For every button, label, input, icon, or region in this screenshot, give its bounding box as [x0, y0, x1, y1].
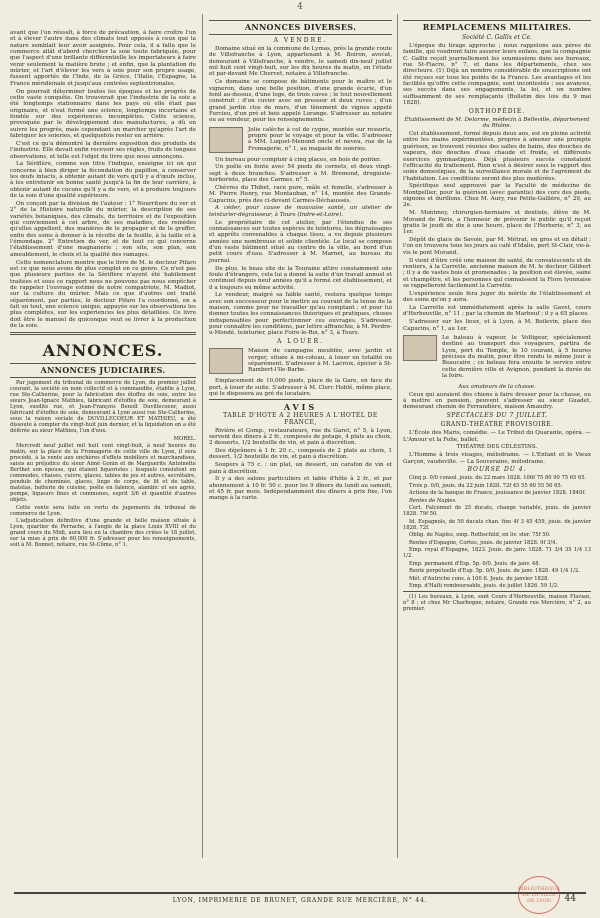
folio-number: 44 — [564, 894, 576, 904]
library-stamp: BIBLIOTHÈQUE DE LA VILLE DE LYON — [518, 876, 560, 914]
column-2 — [209, 18, 392, 503]
for-rent-heading: A LOUER. — [276, 338, 324, 346]
signature: MOREL. — [173, 435, 196, 442]
bourse-line: Emp. royal d'Espagne, 1823. Jouis. de janv. 1828. 71 3/4 35 1/4 13 1/2. — [403, 547, 591, 560]
carriage-notice — [209, 127, 392, 154]
body-paragraph: La Sériflère, comme son titre l'indique, enseigne ici un qui concerne à bien diriger la fécondation du papillon, à conserver les œufs intacts, à obtenir autant de vers qu'il y a d'œufs inclus, à les entretenir en bonne santé jusqu'à la fin de leur carrière, à obtenir autant de cocons qu'il y a de vers, et à produire toujours de la soie d'une qualité supérieure. — [10, 161, 196, 200]
orthopedics-heading: ORTHOPÉDIE. — [468, 107, 526, 115]
carriage-engraving-icon — [209, 127, 243, 153]
bourse-line: Mét. d'Autriche cons. à 100 fl. Jouis. de janvier 1828. — [409, 575, 550, 582]
body-paragraph: De plus, le beau site de la Touraine attire constamment une foule d'étrangers, cela lui a donné la suite d'un travail annuel et continuel depuis neuf années qu'il a formé cet établissement, et il a toujours eu même activité. — [209, 265, 392, 291]
body-paragraph: L'expérience seule fera juger du mérite de l'établissement et des soins qu'on y aura. — [403, 290, 591, 304]
notice-heading: AVIS — [283, 402, 318, 413]
body-paragraph: Dépôt de glace de Savoie, par M. Métrat, en gros et en détail ; l'on en trouvera tous les jours au café d'Idalie, port St-Clair, vis-à-vis le pont Morand. — [403, 237, 591, 256]
judicial-paragraph: L'adjudication définitive d'une grande et belle maison située à Lyon, quartier de Perrache, à l'angle de la place Louis XVIII et du grand cours du Midi, aura lieu en la chambre des criées le 18 juillet, sur la mise à prix de 60,000 fr. S'adresser pour les renseignements, soit à M. Bonnet, notaire, rue St-Côme, n° 1. — [10, 518, 196, 549]
section-divider — [209, 399, 392, 400]
body-paragraph: L'Homme à trois visages, mélodrame. — L'Enfant et le Vieux Garçon, vaudeville. — La Souveraine, mélodrame. — [403, 452, 591, 465]
steamboat-notice — [403, 335, 591, 381]
bourse-line: Actions de la banque de France, jouissance de janvier 1828. 1840f. — [409, 490, 586, 497]
body-paragraph: Un bureau pour comptoir à cinq places, en bois de poirier. — [215, 156, 381, 163]
bourse-line: Rentes d'Espagne, Cortes, jouis. de janvier 1828. 9f 3/4. — [409, 539, 558, 546]
section-divider — [403, 20, 591, 21]
bourse-line: Rente perpétuelle d'Esp. 5p. 0/0. Jouis. de janv. 1828. 49 1/4 1/2. — [409, 568, 580, 575]
body-paragraph: Un poêle en fonte avec 54 pieds de cornets, et deux vingt-sept à deux branches. S'adresser à M. Bremond, droguiste-herboriste, place des Carmes, n° 5. — [209, 164, 392, 184]
section-divider — [209, 20, 392, 21]
section-divider — [10, 363, 196, 364]
body-paragraph: Chèvres du Thibet, race pure, mâle et femelle, s'adresser à M. Pierre Henry, rue Montauban, n° 14, montée des Grands-Capucins, près des ci-devant Carmes-Déchaussés. — [209, 184, 392, 204]
body-paragraph: A céder, pour cause de mauvaise santé, un atelier de teinturier-dégraisseur, à Tours (Indre-et-Loire). — [209, 205, 392, 218]
theatre-heading: THÉATRE DES CÉLESTINS. — [456, 444, 538, 451]
steamboat-engraving-icon — [403, 335, 437, 361]
body-paragraph: Rivière et Comp., restaurateurs, rue du Garet, n° 5, à Lyon, servent des dîners à 2 fr., composés de potage, 4 plats au choix, 2 desserts, 1/2 bouteille de vin, et pain à discrétion. — [209, 427, 392, 447]
bourse-line: Trois p. 0/0, jouis. du 22 juin 1828. 72f 45 55 60 55 50 65. — [409, 482, 563, 489]
column-rule-1 — [202, 14, 203, 858]
body-paragraph: On conçoit par la division de l'auteur : 1° Nourriture du ver et 2° de la Histoire naturelle du mûrier, la description de ses variétés botaniques, des climats, du territoire et de l'exposition qui conviennent à cet arbre, de ses maladies, des remèdes qu'elles appellent, des manières de le propager et de le greffer, enfin des soins à donner à la récolte de la feuille, à la taille et à l'émondage. 2° Entretien du ver, et de tout ce qui concerne l'établissement d'une magnanerie ; son site, son plan, son ameublement, le choix et la qualité des ramages. — [10, 200, 196, 258]
judicial-heading: ANNONCES JUDICIAIRES. — [40, 365, 166, 376]
house-engraving-icon — [209, 348, 243, 374]
body-paragraph: C'est ce qu'a démontré la dernière exposition des produits de l'industrie. Elle devait enfin recevoir ses règles, fruits de longues observations, et telle est l'objet du livre que nous annonçons. — [10, 140, 196, 160]
body-paragraph: Il vient d'être créé une maison de santé, de convalescents et de rentiers, à la Carrette, ancienne maison de M. le docteur Gilibert ; il y a de vastes bois et promenades ; la position est élevée, saine et champêtre, et les personnes qui connaissent la Flore lyonnaise se rappelleront facilement la Carrette. — [403, 257, 591, 290]
section-divider — [10, 377, 196, 378]
body-paragraph: Jolie calèche à col de cygne, montée sur ressorts, propre pour le voyage et pour la ville. S'adresser à MM. Luquet-Menond oncle et neveu, rue de la Fromagerie, n° 1, au magasin de soieries. — [248, 126, 392, 152]
page-number: 4 — [297, 2, 303, 12]
shows-heading: SPECTACLES DU 7 JUILLET. — [446, 412, 548, 420]
body-paragraph: Emplacement de 10,000 pieds, place de la Gare, en face du port, à louer de suite. S'adresser à M. Clerc Hoblé, même place, qui le disposera au gré du locataire. — [209, 378, 392, 397]
body-paragraph: M. Montmey, chirurgien-herniaire et dentiste, élève de M. Morand de Paris, a l'honneur de prévenir le public qu'il reçoit gratis le jeudi de dix à une heure, place de l'Herberie, n° 3, au 1er. — [403, 210, 591, 236]
bourse-line: Emp. permanent d'Esp. 5p. 0/0. Jouis. de janv. 48. — [409, 560, 541, 567]
orthopedics-subheading: Établissement de M. Delorme, médecin à Belleville, département du Rhône. — [404, 116, 590, 130]
sale-note: Cette vente sera faite en vertu de jugements du tribunal de commerce de Lyon. — [10, 504, 196, 517]
body-paragraph: Ce domaine se compose de bâtiments pour le maître et le vigneron, dans une belle position, d'une grande écurie, d'un fenil au-dessus, d'une loge, de trois caves ; le tout nouvellement construit ; d'un cuvier avec un pressoir et deux cuves ; d'un grand jardin clos de murs, d'un tènement de vignes appelé Forcieu, d'un pré et bois appelé Lorange. S'adresser au notaire ou au vendeur, pour les renseignements. — [209, 79, 392, 124]
bourse-line: Emp. d'Haïti remboursable, jouis. de juillet 1826. 59 1/2. — [409, 583, 559, 590]
body-paragraph: Le propriétaire de cet atelier, par l'étendue de ses connaissances sur toutes espèces de teintures, les dégraissages et apprêts convenables à chaque tissu, a vu depuis plusieurs années une nombreuse et solide clientèle. Le local se compose d'un vaste bâtiment situé au centre de la ville, au bord d'un petit cours d'eau. S'adresser à M. Marnet, au bureau du journal. — [209, 219, 392, 264]
section-divider — [10, 332, 196, 335]
table-dhote-title: TABLE D'HOTE A 2 HEURES A L'HOTEL DE FRANCE, — [223, 411, 378, 426]
body-paragraph: Maison de campagne meublée, avec jardin et verger, située à mi-coteau, à louer en totalité ou séparément. S'adresser à M. Lacroix, épicier à St-Rambert-l'Ile-Barbe. — [248, 348, 392, 374]
for-sale-heading: A VENDRE. — [273, 37, 328, 44]
body-paragraph: Ceux qui auraient des chiens à faire dresser pour la chasse, ou à mettre en pension, peuvent s'adresser au sieur Guadet, demeurant chemin de Ferrandière, maison Amaudry. — [403, 391, 591, 411]
bourse-line: Id. Espagnols, de 50 ducats chan. fixe 4f 3 45 459, jouis. de janvier 1828. 72f. — [403, 518, 591, 531]
theatre-heading: GRAND-THÉATRE PROVISOIRE. — [440, 421, 554, 429]
hunting-heading: Aux amateurs de la chasse. — [458, 383, 536, 390]
bourse-line: Cinq p. 0/0 consol. jouis. du 22 mars 1828. 106f 75 80 90 75 65 65. — [409, 475, 587, 482]
printer-imprint: LYON, IMPRIMERIE DE BRUNET, GRANDE RUE MERCIÈRE, N° 44. — [14, 892, 586, 904]
bourse-heading: BOURSE DU 4. — [467, 466, 527, 474]
body-paragraph: Le bateau à vapeur, le Voltigeur, spécialement destiné au transport des voyageurs, partira de Lyon, port du Temple, le 10 courant, à 5 heures précises du matin, pour être rendu le même jour à Beaucaire ; ce bateau fera ensuite le service entre cette dernière ville et Avignon, pendant la durée de la foire. — [442, 334, 591, 379]
body-paragraph: Cette nomenclature montre que le livre de M. le docteur Pifaro est ce que nous avons de plus complet en ce genre. Ce n'est pas que plusieurs parties de la Sériflère n'ayent été habilement traitées et sous ce rapport nous ne pouvons pas nous empêcher de rappeler l'ouvrage estimé de notre compatriote, M. Madiot, sur la culture du mûrier. Mais ce que d'autres ont traité séparément, par parties, le docteur Pifaro l'a coordonné, en a fait un tout, une science unique, appuyée sur les observations les plus complètes, sur les expériences les plus détaillées. Ce livre doit être le manuel de quiconque veut se livrer à la production de la soie. — [10, 259, 196, 329]
bourse-line: Oblig. de Naples, emp. Rothschild, en liv. ster. 75f 50. — [409, 532, 551, 539]
body-paragraph: avant que l'on réussît, à force de précaution, à faire croître l'un et à élever l'autre dans des climats tout opposés à ceux que la nature semblait leur avoir assignés. Pour cela, il a fallu que le commerce allât d'abord chercher la soie toute fabriquée, pour que l'aspect d'une brillante différentielle les importateurs à faire venir seulement la matière brute ; et enfin, que la plantation du mûrier, et l'art d'élever les vers à soie pour son propre usage, fussent apportés de l'Inde, de la Grèce, l'Italie, l'Espagne, la France méridionale et jusqu'aux contrées septentrionales. — [10, 30, 196, 87]
bourse-line: Cert. Falconnet de 25 ducats, change variable, jouis. de janvier 1828. 79f 50. — [403, 505, 591, 518]
body-paragraph: Soupers à 75 c. : un plat, un dessert, un carafon de vin et pain à discrétion. — [209, 462, 392, 475]
military-subheading: Société C. Gallix et Ce. — [462, 34, 532, 41]
body-paragraph: Spécifique seul approuvé par la Faculté de médecine de Montpellier, pour la guérison (avec garantie) des cors des pieds, oignons et durillons. Chez M. Aury, rue Petite-Gallière, n° 29, au 2e. — [403, 183, 591, 209]
body-paragraph: S'adresser sur les lieux, et à Lyon, à M. Boilevin, place des Capucins, n° 1, au 1er. — [403, 319, 591, 332]
judicial-paragraph: Mercredi neuf juillet mil huit cent vingt-huit, à neuf heures du matin, sur la place de la Fromagerie de cette ville de Lyon, il sera procédé, à la vente aux enchères d'effets mobiliers et marchandises, saisis au préjudice du sieur Aimé Gonin et de Marguerite Antoinette Berthet son épouse, qui étaient liquoristes ; lesquels consistent en commodes, chaises, cuivre, glaces, tables de jeu et autres, secrétaire, pendule de cheminée, glaces, linge de corps, de lit et de table, matelas, batterie de cuisine, poêle en faïence, alambic et ses agrès, pompe, liqueurs fines et communes, esprit 3/6 et quantité d'autres objets. — [10, 443, 196, 504]
announcements-title: ANNONCES. — [42, 341, 164, 361]
rent-notice — [209, 348, 392, 375]
body-paragraph: Cet établissement, formé depuis deux ans, est en pleine activité entre les mains expérimentées, propres à amener une prompte guérison, se trouvent réunies des salles de bains, des douches de vapeurs, des douches d'eau chaude et froide, et différents exercices gymnastiques. Déjà plusieurs succès constatent l'efficacité du traitement. Rien n'est à désirer sous le rapport des soins domestiques, de la surveillance morale et de l'agrément de l'habitation. Les conditions seront des plus modérées. — [403, 131, 591, 182]
body-paragraph: Des déjeûners à 1 fr. 20 c., composés de 2 plats au choix, 1 dessert, 1/2 bouteille de vin, et pain à discrétion. — [209, 448, 392, 461]
body-paragraph: La Carrette est immédiatement après la salle Gavet, cours d'Herbouville, n° 11 ; par la chemin de Marbeuf ; il y a 65 places. — [403, 305, 591, 318]
body-paragraph: Il y a des salons particuliers et table d'hôte à 2 fr., et par abonnement à 10 fr. 50 c. pour les 9 dîners du lundi au samedi, et 45 fr. par mois. Indépendamment des dîners à prix fixe, l'on mange à la carte. — [209, 476, 392, 502]
misc-announcements-heading: ANNONCES DIVERSES. — [244, 22, 357, 32]
body-paragraph: L'École des Maris, comédie. — Le Tribut du Quarante, opéra. — L'Amour et la Folie, ballet. — [403, 430, 591, 443]
judicial-paragraph: Par jugement du tribunal de commerce de Lyon, du premier juillet courant, la société en nom collectif et à commandite, établie à Lyon, rue Ste-Catherine, pour la fabrication des étoffes de soie, entre les sieurs Jean-Ignace Mathieu, fabricant d'étoffes de soie, demeurant à Lyon, susdite rue, et Jean-François Benoît Duvillecoeur, aussi fabricant d'étoffes de soie, demeurant à Lyon aussi rue Ste-Catherine, sous la raison sociale de DUVILLECOEUR ET MATHIEU, a été dissoute à compter du vingt-huit juin dernier, et la liquidation en a été déférée au sieur Mathieu, l'un d'eux. — [10, 380, 196, 435]
section-divider — [209, 34, 392, 35]
body-paragraph: Le vendeur, malgré sa faible santé, restera quelque temps avec son successeur pour le mettre au courant de la tenue de la maison, comme pour ne travailler qu'au comptant ; et pour lui donner toutes les connaissances théoriques et pratiques, choses indispensables pour perfectionner ces ouvrages. S'adresser, pour connaître les conditions, par lettre affranchie, à M. Perdre-u-Mondé, teinturier, place Foire-le-Roi, n° 3, à Tours. — [209, 292, 392, 337]
footnote: (1) Les bureaux, à Lyon, sont Cours d'Herbouville, maison Flavian, n° 8 ; et chez Mr Charbogne, notaire, Grande rue Mercière, n° 2, au premier. — [403, 594, 591, 613]
bourse-line: Rentes de Naples. — [409, 497, 457, 504]
column-rule-2 — [397, 14, 398, 858]
section-divider — [403, 591, 591, 592]
column-1 — [10, 30, 196, 550]
body-paragraph: L'époque du tirage approche ; nous rappelons aux pères de famille, qui voudront faire assurer leurs enfans, que la compagnie C. Gallix reçoit journellement les soumissions dans ses bureaux, rue St-Fiacre, n° 7, et dans les départements, chez ses directeurs. (1) Déjà un nombre considérable de souscriptions ont été reçues sur tous les points de la France. Les avantages et les facilités qu'offre cette compagnie, sont incontestés ; ses avances, ses succès dans ses engagements, la loi, et un nombre suffisamment de ses remplaçants (Bulletin des lois du 9 mai 1828). — [403, 43, 591, 107]
body-paragraph: Domaine situé en la commune de Lymas, près la grande route de Villefranche à Lyon, appartenant à M. Boiron, avocat, demeurant à Villefranche, à vendre, le samedi dix-neuf juillet mil huit cent vingt-huit, sur les dix heures du matin, en l'étude et par-devant Me Chervet, notaire à Villefranche. — [209, 46, 392, 78]
military-heading: REMPLACEMENS MILITAIRES. — [422, 22, 572, 32]
body-paragraph: On pourrait déterminer toutes les époques et les progrès de cette vaste conquête. On trouverait que l'industrie de la soie a été longtemps stationnaire dans les pays où elle était pas originaire, et n'eut formé une science, longtemps incertaine et fondée sur des expériences incomplètes. Cette science, provoquée par le développement des manufactures, a dû en suivre les progrès, mais cependant un marcher qu'après l'art de fabriquer les soieries, et quelquefois rester en arrière. — [10, 88, 196, 139]
column-3 — [403, 18, 591, 614]
